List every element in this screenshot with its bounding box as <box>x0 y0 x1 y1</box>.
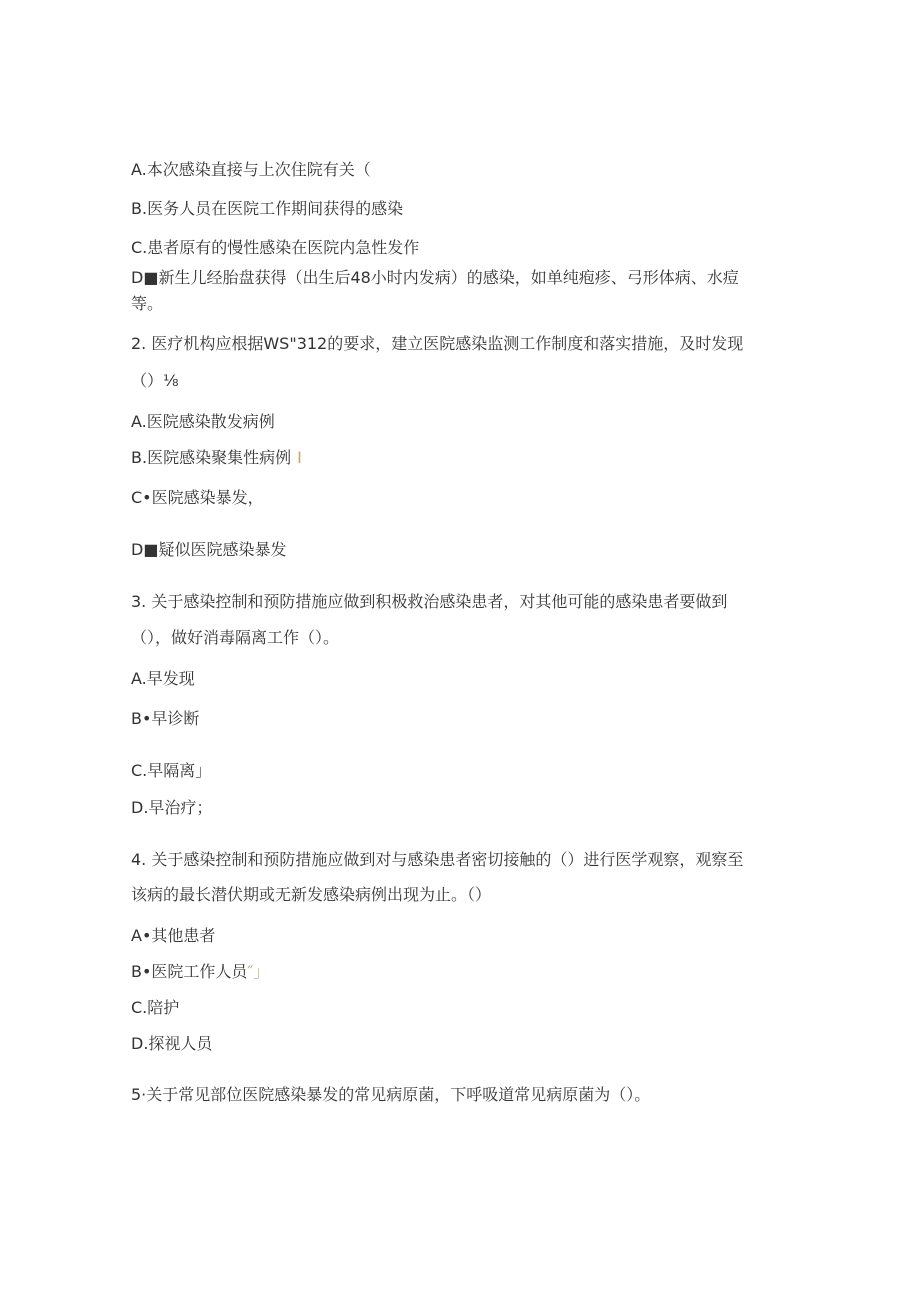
q3-option-c: C.早隔离」 <box>131 761 212 780</box>
q3-option-b: B•早诊断 <box>131 709 200 728</box>
q2-option-b-mark: I <box>297 448 302 467</box>
q2-stem-line-2: （）⅛ <box>131 371 179 390</box>
q4-stem-line-1: 4. 关于感染控制和预防措施应做到对与感染患者密切接触的（）进行医学观察，观察至 <box>131 850 744 869</box>
q2-option-c: C•医院感染暴发， <box>131 488 264 507</box>
q2-stem-line-1: 2. 医疗机构应根据WS"312的要求，建立医院感染监测工作制度和落实措施，及时发现 <box>131 334 744 353</box>
q4-option-c: C.陪护 <box>131 998 180 1017</box>
q2-option-b-row <box>131 448 302 468</box>
q4-stem-line-2: 该病的最长潜伏期或无新发感染病例出现为止。（） <box>131 885 492 904</box>
q1-option-d: D■新生儿经胎盘获得（出生后48小时内发病）的感染，如单纯疱疹、弓形体病、水痘 <box>131 268 739 287</box>
q3-option-d: D.早治疗； <box>131 798 213 817</box>
q2-option-b: B.医院感染聚集性病例 <box>131 448 292 467</box>
q1-option-b: B.医务人员在医院工作期间获得的感染 <box>131 199 404 218</box>
q4-option-b-mark: ″」 <box>247 962 270 981</box>
q4-option-d: D.探视人员 <box>131 1034 213 1053</box>
q4-option-b: B•医院工作人员 <box>131 962 248 981</box>
q4-option-b-row <box>131 962 269 982</box>
q3-stem-line-2: （），做好消毒隔离工作（）。 <box>131 628 340 647</box>
q4-option-a: A•其他患者 <box>131 926 216 945</box>
q1-option-d-continued: 等。 <box>131 294 164 313</box>
q3-option-a: A.早发现 <box>131 669 195 688</box>
q3-stem-line-1: 3. 关于感染控制和预防措施应做到积极救治感染患者，对其他可能的感染患者要做到 <box>131 592 728 611</box>
q2-option-d: D■疑似医院感染暴发 <box>131 540 287 559</box>
q1-option-a: A.本次感染直接与上次住院有关（ <box>131 160 371 179</box>
q1-option-c: C.患者原有的慢性感染在医院内急性发作 <box>131 238 420 257</box>
q5-stem-line-1: 5·关于常见部位医院感染暴发的常见病原菌，下呼吸道常见病原菌为（）。 <box>131 1085 651 1104</box>
q2-option-a: A.医院感染散发病例 <box>131 412 275 431</box>
